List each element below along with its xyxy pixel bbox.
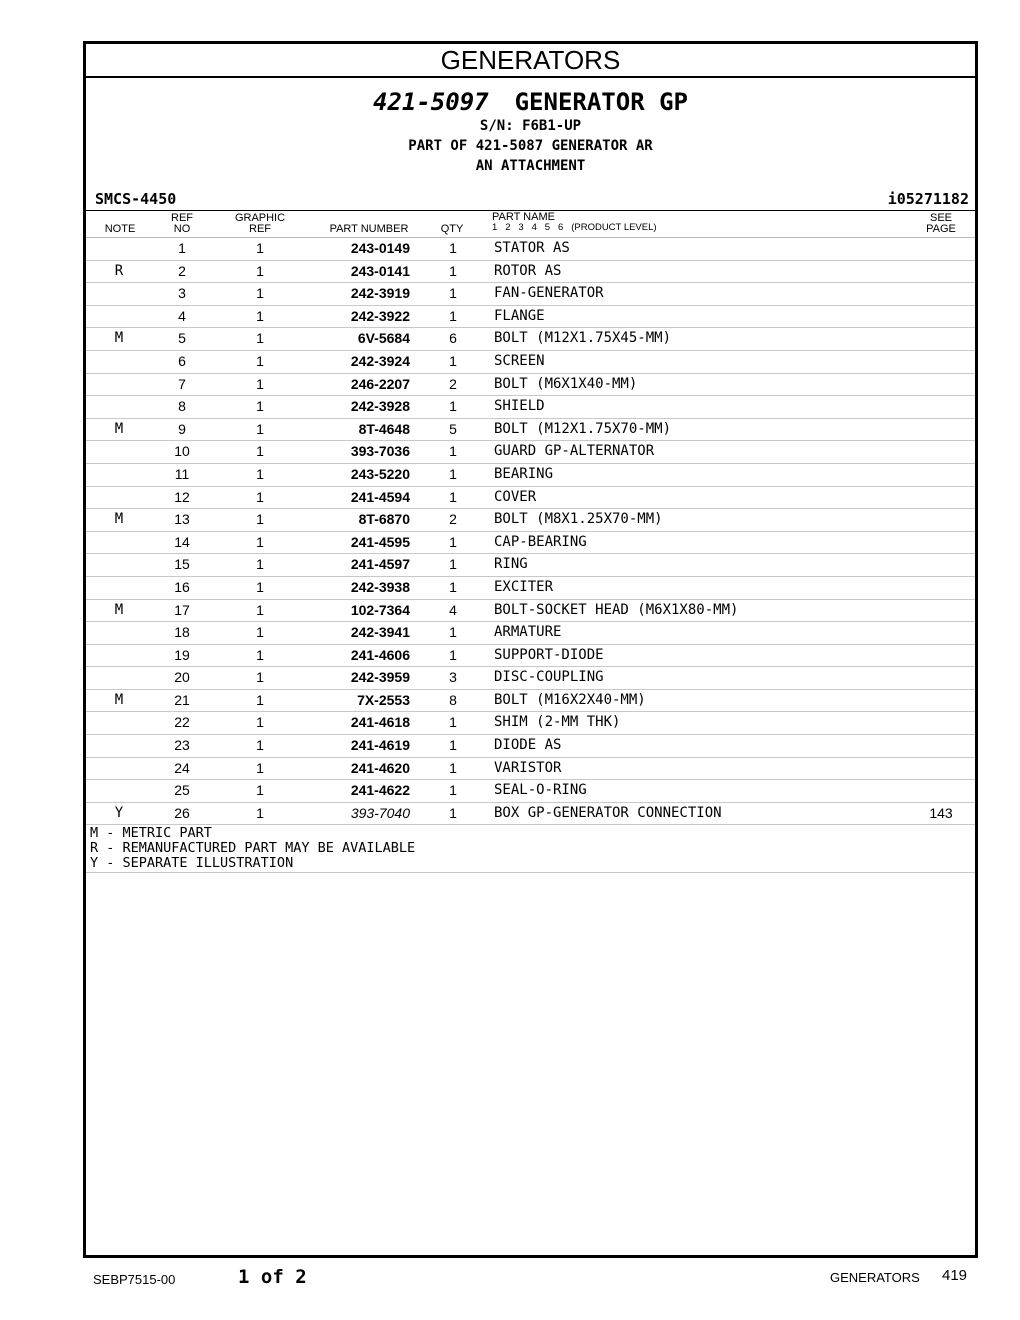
- part-number-cell: 8T-6870: [358, 511, 410, 528]
- table-row: [86, 780, 975, 803]
- qty-cell: 1: [449, 578, 457, 595]
- footer-page-of: 1 of 2: [238, 1266, 307, 1288]
- ref-no-cell: 19: [174, 646, 190, 663]
- part-number-cell: 242-3919: [350, 285, 410, 302]
- note-cell: M: [114, 691, 124, 708]
- part-number-cell: 393-7036: [350, 443, 410, 460]
- col-product-level: 1 2 3 4 5 6 (PRODUCT LEVEL): [492, 222, 657, 233]
- table-row: [86, 600, 975, 623]
- graphic-ref-cell: 1: [256, 759, 264, 776]
- part-name-cell: BOLT (M12X1.75X70-MM): [494, 420, 672, 437]
- graphic-ref-cell: 1: [256, 691, 264, 708]
- ref-no-cell: 23: [174, 737, 190, 754]
- ref-no-cell: 13: [174, 511, 190, 528]
- note-reman: R - REMANUFACTURED PART MAY BE AVAILABLE: [90, 840, 416, 857]
- graphic-ref-cell: 1: [256, 420, 264, 437]
- col-graphic-bottom: REF: [249, 223, 271, 235]
- part-number-cell: 242-3922: [350, 307, 410, 324]
- qty-cell: 1: [449, 352, 457, 369]
- part-name-cell: STATOR AS: [494, 240, 570, 256]
- part-number-cell: 243-0149: [350, 240, 410, 256]
- smcs-code: SMCS-4450: [95, 190, 177, 208]
- part-number-cell: 241-4595: [350, 533, 410, 550]
- smcs-row: [86, 188, 975, 210]
- table-row: [86, 712, 975, 735]
- graphic-ref-cell: 1: [256, 352, 264, 369]
- footer-page-number: 419: [942, 1267, 968, 1284]
- part-name-cell: DISC-COUPLING: [494, 669, 604, 686]
- qty-cell: 1: [449, 262, 457, 279]
- group-title: [86, 88, 975, 116]
- graphic-ref-cell: 1: [256, 533, 264, 550]
- graphic-ref-cell: 1: [256, 782, 264, 799]
- ref-no-cell: 15: [174, 556, 190, 573]
- table-row: [86, 758, 975, 781]
- qty-cell: 1: [449, 443, 457, 460]
- part-name-cell: SHIM (2-MM THK): [494, 714, 621, 731]
- part-number-cell: 241-4597: [350, 556, 410, 573]
- ref-no-cell: 20: [174, 669, 190, 686]
- part-number-cell: 242-3941: [350, 624, 410, 641]
- part-name-cell: VARISTOR: [494, 759, 562, 776]
- part-name-cell: SCREEN: [494, 352, 545, 369]
- section-title: GENERATORS: [86, 44, 975, 78]
- table-row: [86, 690, 975, 713]
- column-headers: [86, 211, 975, 238]
- graphic-ref-cell: 1: [256, 398, 264, 415]
- part-name-cell: FLANGE: [494, 307, 545, 324]
- table-row: [86, 554, 975, 577]
- col-see-top: SEE: [929, 212, 952, 224]
- table-row: [86, 374, 975, 397]
- part-number-cell: 393-7040: [350, 804, 410, 821]
- part-number-cell: 241-4618: [350, 714, 410, 731]
- footer-doc-id: SEBP7515-00: [93, 1272, 176, 1287]
- part-name-cell: COVER: [494, 488, 537, 505]
- part-number-cell: 241-4619: [350, 737, 410, 754]
- ref-no-cell: 24: [174, 759, 190, 776]
- ref-no-cell: 21: [174, 691, 190, 708]
- qty-cell: 1: [449, 398, 457, 415]
- qty-cell: 1: [449, 782, 457, 799]
- ref-no-cell: 7: [178, 375, 186, 392]
- part-number-cell: 242-3938: [350, 578, 410, 595]
- note-cell: M: [114, 420, 124, 437]
- qty-cell: 1: [449, 285, 457, 302]
- part-name-cell: DIODE AS: [494, 737, 562, 754]
- col-graphic-top: GRAPHIC: [234, 212, 286, 224]
- table-row: [86, 645, 975, 668]
- qty-cell: 6: [449, 330, 457, 347]
- part-name-cell: SEAL-O-RING: [494, 782, 587, 799]
- table-row: [86, 306, 975, 329]
- graphic-ref-cell: 1: [256, 601, 264, 618]
- graphic-ref-cell: 1: [256, 669, 264, 686]
- col-see-bottom: PAGE: [926, 223, 956, 235]
- table-row: [86, 487, 975, 510]
- part-name-cell: SHIELD: [494, 398, 545, 415]
- ref-no-cell: 17: [174, 601, 190, 618]
- qty-cell: 1: [449, 737, 457, 754]
- graphic-ref-cell: 1: [256, 240, 264, 256]
- table-row: [86, 419, 975, 442]
- footer-section: GENERATORS: [830, 1270, 920, 1285]
- ref-no-cell: 6: [178, 352, 186, 369]
- table-row: [86, 441, 975, 464]
- part-number-cell: 7X-2553: [357, 691, 410, 708]
- ref-no-cell: 26: [174, 804, 190, 821]
- ref-no-cell: 8: [178, 398, 186, 415]
- graphic-ref-cell: 1: [256, 285, 264, 302]
- part-number-cell: 241-4594: [350, 488, 410, 505]
- ref-no-cell: 5: [178, 330, 186, 347]
- graphic-ref-cell: 1: [256, 578, 264, 595]
- ref-no-cell: 2: [178, 262, 186, 279]
- graphic-ref-cell: 1: [256, 330, 264, 347]
- graphic-ref-cell: 1: [256, 556, 264, 573]
- graphic-ref-cell: 1: [256, 624, 264, 641]
- part-name-cell: BOLT (M8X1.25X70-MM): [494, 511, 663, 528]
- group-name: GENERATOR GP: [514, 88, 688, 116]
- part-number-cell: 246-2207: [350, 375, 410, 392]
- part-number-cell: 6V-5684: [357, 330, 410, 347]
- qty-cell: 1: [449, 804, 457, 821]
- col-ref-bottom: NO: [173, 223, 191, 235]
- graphic-ref-cell: 1: [256, 488, 264, 505]
- graphic-ref-cell: 1: [256, 443, 264, 460]
- qty-cell: 1: [449, 646, 457, 663]
- notes-legend: [86, 825, 975, 873]
- ref-no-cell: 25: [174, 782, 190, 799]
- part-name-cell: ARMATURE: [494, 624, 562, 641]
- parts-table: [86, 238, 975, 825]
- table-row: [86, 622, 975, 645]
- ref-no-cell: 9: [178, 420, 186, 437]
- note-cell: M: [114, 511, 124, 528]
- graphic-ref-cell: 1: [256, 646, 264, 663]
- table-row: [86, 464, 975, 487]
- part-number-cell: 102-7364: [350, 601, 410, 618]
- ref-no-cell: 11: [174, 465, 190, 482]
- ref-no-cell: 3: [178, 285, 186, 302]
- part-name-cell: BEARING: [494, 465, 554, 482]
- part-name-cell: BOLT (M12X1.75X45-MM): [494, 330, 672, 347]
- qty-cell: 8: [449, 691, 457, 708]
- page-frame: [83, 41, 978, 1258]
- serial-number: S/N: F6B1-UP: [479, 118, 582, 134]
- note-metric: M - METRIC PART: [90, 825, 212, 842]
- part-of: PART OF 421-5087 GENERATOR AR: [408, 138, 653, 154]
- page-footer: [0, 1266, 1020, 1296]
- qty-cell: 1: [449, 714, 457, 731]
- table-row: [86, 735, 975, 758]
- ref-no-cell: 12: [174, 488, 190, 505]
- part-name-cell: SUPPORT-DIODE: [494, 646, 604, 663]
- ref-no-cell: 4: [178, 307, 186, 324]
- ref-no-cell: 14: [174, 533, 190, 550]
- qty-cell: 1: [449, 533, 457, 550]
- table-row: [86, 283, 975, 306]
- ref-no-cell: 16: [174, 578, 190, 595]
- ref-no-cell: 18: [174, 624, 190, 641]
- col-ref-top: REF: [171, 212, 193, 224]
- qty-cell: 1: [449, 240, 457, 256]
- table-row: [86, 238, 975, 261]
- part-name-cell: BOLT-SOCKET HEAD (M6X1X80-MM): [494, 601, 739, 618]
- graphic-ref-cell: 1: [256, 511, 264, 528]
- note-separate: Y - SEPARATE ILLUSTRATION: [90, 855, 294, 872]
- qty-cell: 1: [449, 488, 457, 505]
- qty-cell: 1: [449, 759, 457, 776]
- part-name-cell: GUARD GP-ALTERNATOR: [494, 443, 655, 460]
- part-number-cell: 241-4606: [350, 646, 410, 663]
- qty-cell: 2: [449, 511, 457, 528]
- qty-cell: 1: [449, 307, 457, 324]
- table-row: [86, 351, 975, 374]
- see-page-cell: 143: [929, 804, 953, 821]
- illustration-id: i05271182: [887, 190, 969, 208]
- qty-cell: 1: [449, 465, 457, 482]
- table-row: [86, 396, 975, 419]
- part-number-cell: 242-3959: [350, 669, 410, 686]
- graphic-ref-cell: 1: [256, 714, 264, 731]
- qty-cell: 1: [449, 624, 457, 641]
- part-name-cell: BOLT (M6X1X40-MM): [494, 375, 638, 392]
- qty-cell: 5: [449, 420, 457, 437]
- qty-cell: 2: [449, 375, 457, 392]
- graphic-ref-cell: 1: [256, 262, 264, 279]
- part-number-cell: 241-4620: [350, 759, 410, 776]
- part-name-cell: FAN-GENERATOR: [494, 285, 604, 302]
- col-part-name: PART NAME: [492, 211, 555, 223]
- part-name-cell: EXCITER: [494, 578, 554, 595]
- table-row: [86, 577, 975, 600]
- graphic-ref-cell: 1: [256, 307, 264, 324]
- part-number-cell: 242-3924: [350, 352, 410, 369]
- ref-no-cell: 10: [174, 443, 190, 460]
- qty-cell: 4: [449, 601, 457, 618]
- attachment: AN ATTACHMENT: [475, 158, 586, 174]
- part-name-cell: RING: [494, 556, 528, 573]
- qty-cell: 3: [449, 669, 457, 686]
- table-row: [86, 509, 975, 532]
- ref-no-cell: 1: [178, 240, 186, 256]
- table-row: [86, 667, 975, 690]
- col-note: NOTE: [104, 223, 136, 235]
- part-name-cell: CAP-BEARING: [494, 533, 587, 550]
- col-part-number: PART NUMBER: [329, 223, 409, 235]
- table-row: [86, 532, 975, 555]
- table-row: [86, 803, 975, 826]
- part-name-cell: BOLT (M16X2X40-MM): [494, 691, 646, 708]
- part-number-cell: 243-0141: [350, 262, 410, 279]
- group-part-number: 421-5097: [373, 88, 489, 116]
- part-number-cell: 243-5220: [350, 465, 410, 482]
- part-name-cell: BOX GP-GENERATOR CONNECTION: [494, 804, 722, 821]
- table-row: [86, 328, 975, 351]
- part-number-cell: 242-3928: [350, 398, 410, 415]
- ref-no-cell: 22: [174, 714, 190, 731]
- part-name-cell: ROTOR AS: [494, 262, 562, 279]
- group-header: [86, 78, 975, 176]
- note-cell: Y: [114, 804, 124, 821]
- note-cell: M: [114, 330, 124, 347]
- graphic-ref-cell: 1: [256, 375, 264, 392]
- note-cell: R: [114, 262, 124, 279]
- qty-cell: 1: [449, 556, 457, 573]
- part-number-cell: 8T-4648: [358, 420, 410, 437]
- col-qty: QTY: [440, 223, 464, 235]
- graphic-ref-cell: 1: [256, 737, 264, 754]
- part-number-cell: 241-4622: [350, 782, 410, 799]
- table-row: [86, 261, 975, 284]
- graphic-ref-cell: 1: [256, 804, 264, 821]
- graphic-ref-cell: 1: [256, 465, 264, 482]
- note-cell: M: [114, 601, 124, 618]
